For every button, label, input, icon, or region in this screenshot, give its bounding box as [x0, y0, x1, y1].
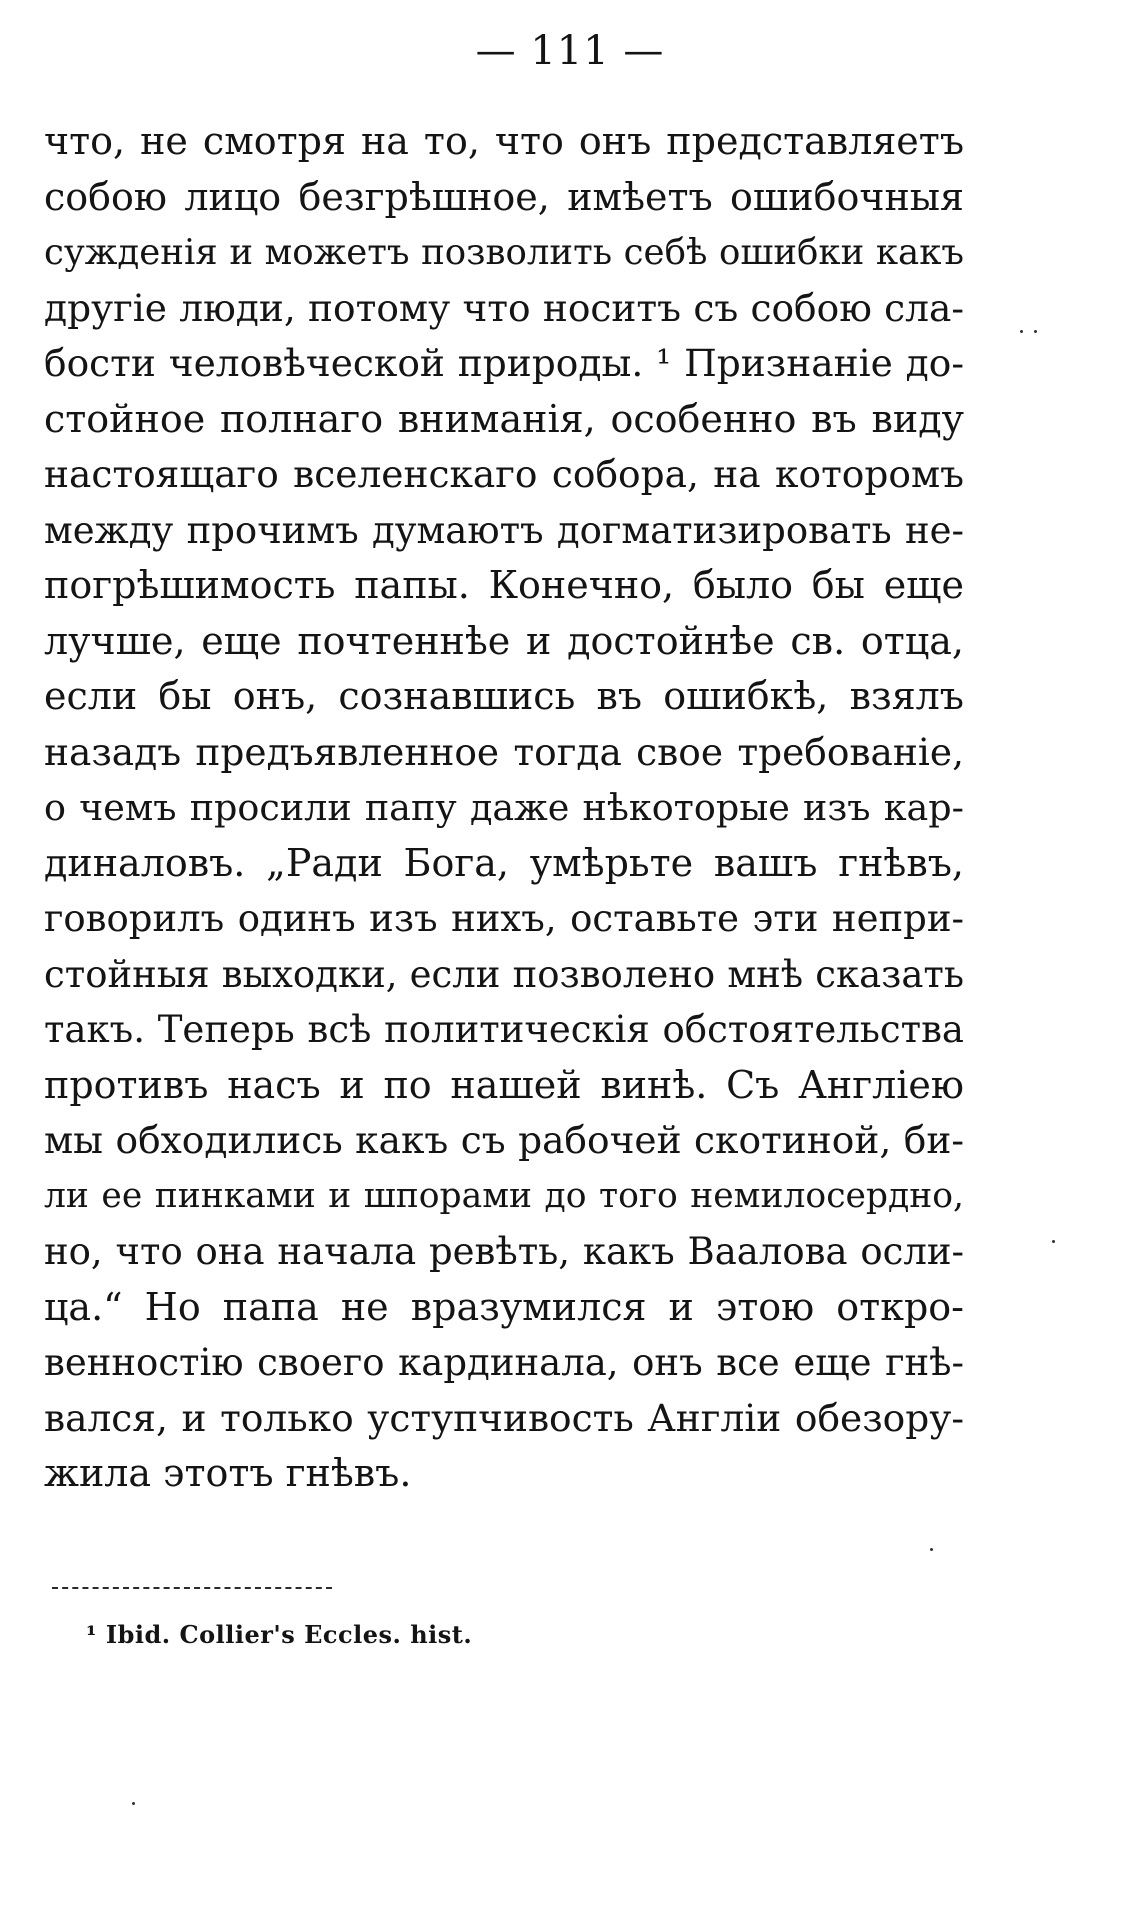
text-line: стойное полнаго вниманія, особенно въ виду [44, 396, 964, 441]
text-line: вался, и только уступчивость Англіи обезору- [44, 1395, 964, 1440]
text-line: собою лицо безгрѣшное, имѣетъ ошибочныя [44, 174, 964, 219]
text-line: лучше, еще почтеннѣе и достойнѣе св. отца, [44, 618, 964, 663]
text-line: стойныя выходки, если позволено мнѣ сказать [44, 952, 964, 996]
text-line: жила этотъ гнѣвъ. [44, 1451, 412, 1495]
text-line: диналовъ. „Ради Бога, умѣрьте вашъ гнѣвъ, [44, 840, 964, 885]
text-line: ли ее пинками и шпорами до того немилосердно, [44, 1175, 964, 1216]
text-line: венностію своего кардинала, онъ все еще гнѣ- [44, 1341, 964, 1384]
print-speck [1020, 330, 1023, 333]
footnote: ¹ Ibid. Collier's Eccles. hist. [86, 1620, 473, 1649]
page-number: — 111 — [475, 28, 665, 74]
text-line: мы обходились какъ съ рабочей скотиной, би- [44, 1118, 964, 1162]
text-line: назадъ предъявленное тогда свое требованіе, [44, 729, 964, 774]
text-line: бости человѣческой природы. ¹ Признаніе до- [44, 341, 964, 385]
text-line: другіе люди, потому что носитъ съ собою сла- [44, 285, 964, 330]
text-line: ца.“ Но папа не вразумился и этою откро- [44, 1284, 964, 1329]
print-speck [930, 1548, 933, 1551]
print-speck [132, 1802, 135, 1805]
print-speck [1034, 330, 1037, 333]
text-line: настоящаго вселенскаго собора, на которомъ [44, 452, 964, 496]
text-line: но, что она начала ревѣть, какъ Ваалова осли- [44, 1230, 964, 1273]
text-line: такъ. Теперь всѣ политическія обстоятельства [44, 1008, 964, 1051]
body-text [44, 114, 964, 1502]
print-speck [1052, 1240, 1055, 1243]
text-line: погрѣшимость папы. Конечно, было бы еще [44, 563, 964, 607]
text-line: между прочимъ думаютъ догматизировать не- [44, 508, 964, 552]
text-line: сужденія и можетъ позволить себѣ ошибки какъ [44, 232, 964, 273]
text-line: противъ насъ и по нашей винѣ. Съ Англіею [44, 1062, 964, 1107]
text-line: если бы онъ, сознавшись въ ошибкѣ, взялъ [44, 674, 964, 718]
text-line: говорилъ одинъ изъ нихъ, оставьте эти непри- [44, 897, 964, 940]
footnote-rule [52, 1587, 332, 1589]
text-line: о чемъ просили папу даже нѣкоторые изъ кар- [44, 786, 964, 829]
text-line: что, не смотря на то, что онъ представляетъ [44, 119, 964, 163]
